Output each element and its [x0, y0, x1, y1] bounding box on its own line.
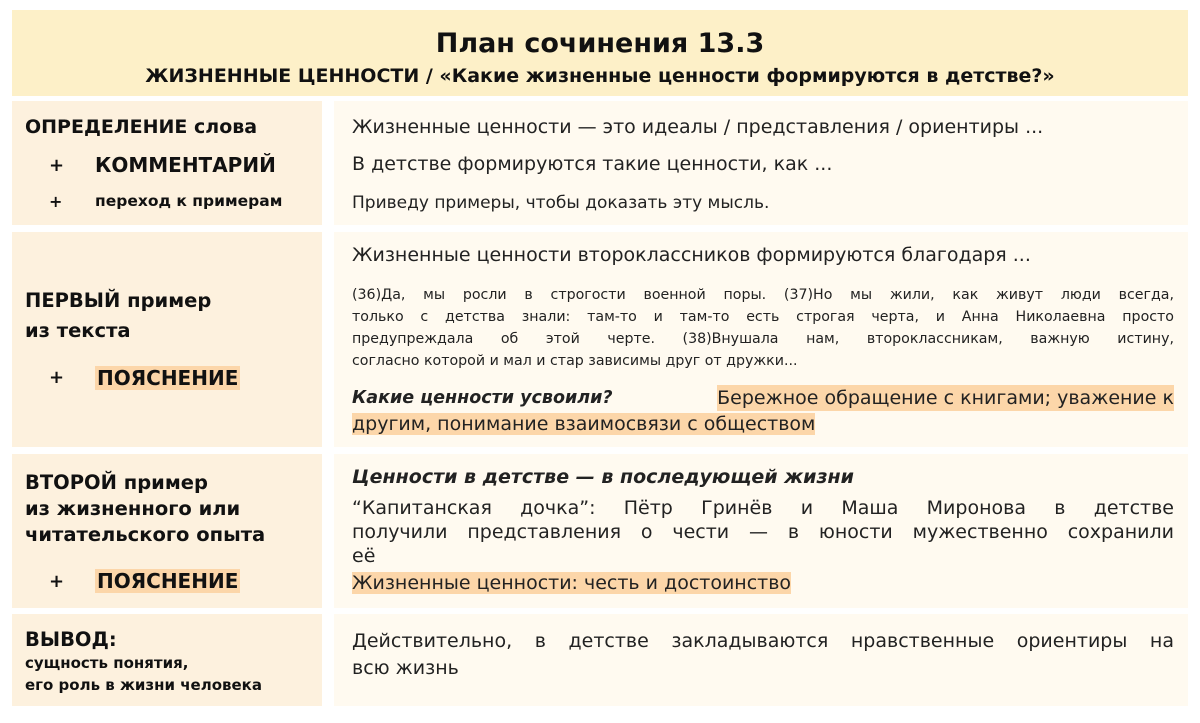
answer-line — [352, 385, 1174, 411]
second-example-conclusion — [352, 572, 791, 594]
conclusion-text — [352, 628, 1174, 682]
second-example-heading: Ценности в детстве — в последующей жизни — [352, 466, 854, 488]
row-label-cell — [12, 614, 322, 706]
label-essence: сущность понятия, — [25, 654, 189, 672]
answer-line — [352, 411, 1174, 437]
definition-text: Жизненные ценности — это идеалы / представления / ориентиры ... — [352, 116, 1044, 138]
first-example-intro: Жизненные ценности второклассников формируются благодаря ... — [352, 244, 1031, 266]
conclusion-highlight: Жизненные ценности: честь и достоинство — [352, 572, 792, 594]
page-subtitle: ЖИЗНЕННЫЕ ЦЕННОСТИ / «Какие жизненные ценности формируются в детстве?» — [145, 65, 1055, 87]
plus-sign: + — [49, 155, 65, 176]
label-comment: КОММЕНТАРИЙ — [95, 153, 276, 177]
body-line: её — [352, 545, 376, 567]
text-quote — [352, 284, 1174, 372]
quote-line: только с детства знали: там-то и там-то есть строгая черта, и Анна Николаевна просто — [352, 309, 1174, 325]
row-first-example — [12, 232, 1188, 447]
page-title: План сочинения 13.3 — [435, 28, 765, 59]
body-line: получили представления о чести — в юности мужественно сохранили — [352, 521, 1174, 543]
label-from-life: из жизненного или — [25, 497, 241, 520]
label-from-text: из текста — [25, 319, 131, 342]
answer-highlight: другим, понимание взаимосвязи с обществом — [352, 413, 816, 435]
row-content-cell — [334, 101, 1188, 225]
row-content-cell — [334, 454, 1188, 608]
quote-line: (36)Да, мы росли в строгости военной поры. (37)Но мы жили, как живут люди всегда, — [352, 287, 1174, 303]
answer-highlight: Бережное обращение с книгами; уважение к — [717, 387, 1174, 409]
label-definition: ОПРЕДЕЛЕНИЕ слова — [25, 116, 258, 138]
quote-line: согласно которой и мал и стар зависимы друг от дружки... — [352, 353, 798, 369]
label-reading-experience: читательского опыта — [25, 523, 266, 546]
header-banner — [12, 10, 1188, 96]
conclusion-line: всю жизнь — [352, 657, 459, 679]
row-content-cell — [334, 232, 1188, 447]
transition-text: Приведу примеры, чтобы доказать эту мысль. — [352, 193, 770, 213]
row-definition — [12, 101, 1188, 225]
body-line: “Капитанская дочка”: Пётр Гринёв и Маша Миронова в детстве — [352, 497, 1174, 519]
plus-sign: + — [49, 192, 63, 211]
label-first-example: ПЕРВЫЙ пример — [25, 289, 212, 312]
label-transition: переход к примерам — [95, 192, 283, 210]
comment-text: В детстве формируются такие ценности, как ... — [352, 153, 833, 175]
row-label-cell — [12, 232, 322, 447]
conclusion-line: Действительно, в детстве закладываются нравственные ориентиры на — [352, 630, 1174, 652]
row-conclusion — [12, 614, 1188, 706]
row-label-cell — [12, 101, 322, 225]
quote-line: предупреждала об этой черте. (38)Внушала нам, второклассникам, важную истину, — [352, 331, 1174, 347]
plus-sign: + — [49, 571, 65, 592]
label-conclusion: ВЫВОД: — [25, 628, 117, 651]
row-second-example — [12, 454, 1188, 608]
second-example-body — [352, 496, 1174, 568]
label-role: его роль в жизни человека — [25, 676, 262, 694]
label-explanation: ПОЯСНЕНИЕ — [97, 569, 239, 593]
row-label-cell — [12, 454, 322, 608]
values-question: Какие ценности усвоили? — [352, 388, 613, 408]
label-second-example: ВТОРОЙ пример — [25, 471, 208, 494]
row-content-cell — [334, 614, 1188, 706]
label-explanation: ПОЯСНЕНИЕ — [97, 366, 239, 390]
plus-sign: + — [49, 367, 65, 388]
values-answer — [352, 385, 1174, 437]
